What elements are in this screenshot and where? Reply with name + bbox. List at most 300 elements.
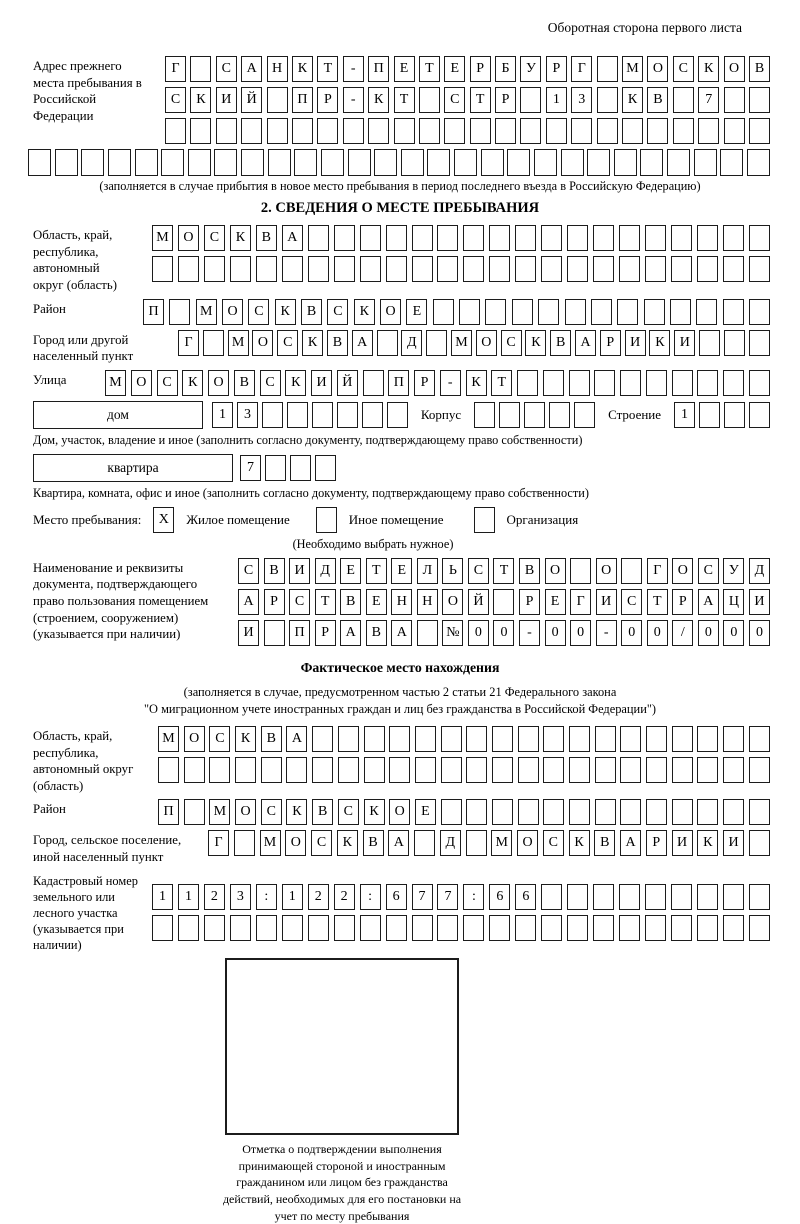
char-cell[interactable] bbox=[723, 225, 744, 251]
char-cell[interactable] bbox=[672, 799, 693, 825]
char-cell[interactable] bbox=[441, 757, 462, 783]
char-cell[interactable]: А bbox=[340, 620, 361, 646]
char-cell[interactable] bbox=[427, 149, 450, 176]
char-cell[interactable]: Б bbox=[495, 56, 516, 82]
char-cell[interactable]: В bbox=[264, 558, 285, 584]
char-cell[interactable]: С bbox=[621, 589, 642, 615]
char-cell[interactable] bbox=[749, 830, 770, 856]
char-cell[interactable] bbox=[463, 256, 484, 282]
char-cell[interactable]: Т bbox=[491, 370, 512, 396]
char-cell[interactable]: М bbox=[622, 56, 643, 82]
char-cell[interactable] bbox=[724, 87, 745, 113]
char-cell[interactable] bbox=[360, 256, 381, 282]
char-cell[interactable] bbox=[724, 402, 745, 428]
char-cell[interactable] bbox=[673, 87, 694, 113]
char-cell[interactable]: В bbox=[749, 56, 770, 82]
char-cell[interactable] bbox=[645, 225, 666, 251]
char-cell[interactable]: О bbox=[285, 830, 306, 856]
char-cell[interactable] bbox=[541, 915, 562, 941]
char-cell[interactable]: К bbox=[622, 87, 643, 113]
char-cell[interactable] bbox=[230, 915, 251, 941]
char-cell[interactable]: С bbox=[444, 87, 465, 113]
char-cell[interactable]: К bbox=[285, 370, 306, 396]
char-cell[interactable] bbox=[466, 757, 487, 783]
char-cell[interactable] bbox=[362, 402, 383, 428]
char-cell[interactable] bbox=[412, 225, 433, 251]
char-cell[interactable] bbox=[538, 299, 559, 325]
char-cell[interactable]: 0 bbox=[647, 620, 668, 646]
char-cell[interactable]: О bbox=[131, 370, 152, 396]
char-cell[interactable]: Е bbox=[545, 589, 566, 615]
char-cell[interactable] bbox=[368, 118, 389, 144]
char-cell[interactable]: О bbox=[252, 330, 273, 356]
char-cell[interactable]: У bbox=[723, 558, 744, 584]
char-cell[interactable]: Г bbox=[178, 330, 199, 356]
char-cell[interactable]: Н bbox=[391, 589, 412, 615]
char-cell[interactable] bbox=[723, 799, 744, 825]
char-cell[interactable] bbox=[287, 402, 308, 428]
char-cell[interactable]: 0 bbox=[621, 620, 642, 646]
char-cell[interactable]: Р bbox=[315, 620, 336, 646]
char-cell[interactable] bbox=[749, 757, 770, 783]
char-cell[interactable]: О bbox=[672, 558, 693, 584]
char-cell[interactable] bbox=[617, 299, 638, 325]
char-cell[interactable] bbox=[334, 915, 355, 941]
char-cell[interactable] bbox=[454, 149, 477, 176]
char-cell[interactable] bbox=[593, 256, 614, 282]
char-cell[interactable] bbox=[261, 757, 282, 783]
organization-checkbox[interactable] bbox=[474, 507, 495, 533]
char-cell[interactable] bbox=[622, 118, 643, 144]
char-cell[interactable] bbox=[723, 299, 744, 325]
char-cell[interactable] bbox=[645, 915, 666, 941]
char-cell[interactable] bbox=[645, 256, 666, 282]
char-cell[interactable] bbox=[699, 402, 720, 428]
char-cell[interactable]: 0 bbox=[749, 620, 770, 646]
char-cell[interactable] bbox=[571, 118, 592, 144]
char-cell[interactable] bbox=[672, 370, 693, 396]
char-cell[interactable] bbox=[334, 225, 355, 251]
char-cell[interactable] bbox=[360, 225, 381, 251]
char-cell[interactable]: М bbox=[209, 799, 230, 825]
char-cell[interactable] bbox=[190, 118, 211, 144]
char-cell[interactable]: В bbox=[340, 589, 361, 615]
char-cell[interactable]: О bbox=[208, 370, 229, 396]
char-cell[interactable] bbox=[204, 256, 225, 282]
char-cell[interactable]: К bbox=[230, 225, 251, 251]
char-cell[interactable] bbox=[749, 799, 770, 825]
char-cell[interactable] bbox=[374, 149, 397, 176]
char-cell[interactable] bbox=[188, 149, 211, 176]
char-cell[interactable] bbox=[720, 149, 743, 176]
char-cell[interactable]: К bbox=[182, 370, 203, 396]
char-cell[interactable] bbox=[645, 884, 666, 910]
char-cell[interactable]: У bbox=[520, 56, 541, 82]
char-cell[interactable]: К bbox=[275, 299, 296, 325]
char-cell[interactable] bbox=[466, 799, 487, 825]
char-cell[interactable] bbox=[463, 915, 484, 941]
char-cell[interactable]: С bbox=[673, 56, 694, 82]
char-cell[interactable]: К bbox=[368, 87, 389, 113]
char-cell[interactable] bbox=[337, 402, 358, 428]
char-cell[interactable] bbox=[81, 149, 104, 176]
char-cell[interactable] bbox=[470, 118, 491, 144]
char-cell[interactable]: К bbox=[698, 56, 719, 82]
char-cell[interactable] bbox=[619, 884, 640, 910]
char-cell[interactable] bbox=[184, 799, 205, 825]
char-cell[interactable] bbox=[593, 884, 614, 910]
char-cell[interactable] bbox=[520, 87, 541, 113]
char-cell[interactable] bbox=[426, 330, 447, 356]
char-cell[interactable]: : bbox=[256, 884, 277, 910]
char-cell[interactable] bbox=[394, 118, 415, 144]
char-cell[interactable]: 3 bbox=[571, 87, 592, 113]
char-cell[interactable] bbox=[321, 149, 344, 176]
char-cell[interactable] bbox=[670, 299, 691, 325]
char-cell[interactable] bbox=[489, 915, 510, 941]
char-cell[interactable] bbox=[749, 330, 770, 356]
char-cell[interactable]: П bbox=[158, 799, 179, 825]
char-cell[interactable] bbox=[360, 915, 381, 941]
char-cell[interactable]: Т bbox=[493, 558, 514, 584]
char-cell[interactable] bbox=[386, 225, 407, 251]
char-cell[interactable] bbox=[441, 799, 462, 825]
char-cell[interactable]: Т bbox=[315, 589, 336, 615]
char-cell[interactable]: К bbox=[466, 370, 487, 396]
char-cell[interactable]: Е bbox=[366, 589, 387, 615]
char-cell[interactable]: 0 bbox=[698, 620, 719, 646]
char-cell[interactable] bbox=[723, 256, 744, 282]
char-cell[interactable]: Й bbox=[241, 87, 262, 113]
char-cell[interactable] bbox=[165, 118, 186, 144]
char-cell[interactable] bbox=[512, 299, 533, 325]
char-cell[interactable] bbox=[620, 757, 641, 783]
char-cell[interactable]: Е bbox=[406, 299, 427, 325]
char-cell[interactable]: А bbox=[286, 726, 307, 752]
char-cell[interactable]: О bbox=[545, 558, 566, 584]
char-cell[interactable] bbox=[541, 884, 562, 910]
char-cell[interactable] bbox=[282, 256, 303, 282]
char-cell[interactable]: С bbox=[157, 370, 178, 396]
char-cell[interactable] bbox=[524, 402, 545, 428]
char-cell[interactable]: О bbox=[724, 56, 745, 82]
char-cell[interactable] bbox=[749, 884, 770, 910]
char-cell[interactable] bbox=[152, 915, 173, 941]
char-cell[interactable]: К bbox=[697, 830, 718, 856]
char-cell[interactable] bbox=[640, 149, 663, 176]
char-cell[interactable]: К bbox=[292, 56, 313, 82]
char-cell[interactable]: В bbox=[366, 620, 387, 646]
char-cell[interactable]: Е bbox=[415, 799, 436, 825]
char-cell[interactable] bbox=[262, 402, 283, 428]
char-cell[interactable]: К bbox=[569, 830, 590, 856]
char-cell[interactable]: Т bbox=[419, 56, 440, 82]
char-cell[interactable]: М bbox=[491, 830, 512, 856]
char-cell[interactable]: Г bbox=[208, 830, 229, 856]
char-cell[interactable] bbox=[493, 589, 514, 615]
char-cell[interactable]: / bbox=[672, 620, 693, 646]
char-cell[interactable]: 0 bbox=[545, 620, 566, 646]
char-cell[interactable] bbox=[749, 370, 770, 396]
char-cell[interactable] bbox=[312, 726, 333, 752]
char-cell[interactable]: П bbox=[368, 56, 389, 82]
char-cell[interactable] bbox=[595, 799, 616, 825]
char-cell[interactable] bbox=[414, 830, 435, 856]
char-cell[interactable] bbox=[646, 799, 667, 825]
char-cell[interactable]: № bbox=[442, 620, 463, 646]
char-cell[interactable] bbox=[481, 149, 504, 176]
char-cell[interactable] bbox=[348, 149, 371, 176]
char-cell[interactable]: Ь bbox=[442, 558, 463, 584]
char-cell[interactable]: 1 bbox=[546, 87, 567, 113]
char-cell[interactable] bbox=[549, 402, 570, 428]
char-cell[interactable]: О bbox=[235, 799, 256, 825]
char-cell[interactable] bbox=[433, 299, 454, 325]
char-cell[interactable]: 2 bbox=[308, 884, 329, 910]
char-cell[interactable]: Р bbox=[519, 589, 540, 615]
char-cell[interactable]: 2 bbox=[334, 884, 355, 910]
char-cell[interactable] bbox=[417, 620, 438, 646]
char-cell[interactable]: 6 bbox=[515, 884, 536, 910]
char-cell[interactable] bbox=[672, 757, 693, 783]
char-cell[interactable] bbox=[338, 726, 359, 752]
char-cell[interactable] bbox=[308, 225, 329, 251]
char-cell[interactable]: Г bbox=[570, 589, 591, 615]
char-cell[interactable] bbox=[534, 149, 557, 176]
char-cell[interactable]: В bbox=[312, 799, 333, 825]
char-cell[interactable]: Т bbox=[470, 87, 491, 113]
char-cell[interactable] bbox=[614, 149, 637, 176]
char-cell[interactable]: Д bbox=[401, 330, 422, 356]
other-premises-checkbox[interactable] bbox=[316, 507, 337, 533]
char-cell[interactable]: Г bbox=[647, 558, 668, 584]
char-cell[interactable] bbox=[492, 757, 513, 783]
char-cell[interactable] bbox=[55, 149, 78, 176]
char-cell[interactable]: Ц bbox=[723, 589, 744, 615]
char-cell[interactable]: Е bbox=[340, 558, 361, 584]
char-cell[interactable]: О bbox=[517, 830, 538, 856]
char-cell[interactable]: И bbox=[625, 330, 646, 356]
char-cell[interactable]: Г bbox=[165, 56, 186, 82]
char-cell[interactable] bbox=[543, 370, 564, 396]
char-cell[interactable]: И bbox=[723, 830, 744, 856]
char-cell[interactable] bbox=[567, 884, 588, 910]
char-cell[interactable]: В bbox=[234, 370, 255, 396]
char-cell[interactable]: О bbox=[178, 225, 199, 251]
char-cell[interactable] bbox=[697, 726, 718, 752]
char-cell[interactable] bbox=[386, 256, 407, 282]
char-cell[interactable]: - bbox=[519, 620, 540, 646]
char-cell[interactable]: К bbox=[235, 726, 256, 752]
char-cell[interactable]: П bbox=[143, 299, 164, 325]
char-cell[interactable] bbox=[387, 402, 408, 428]
char-cell[interactable]: И bbox=[749, 589, 770, 615]
char-cell[interactable] bbox=[364, 726, 385, 752]
char-cell[interactable] bbox=[724, 118, 745, 144]
char-cell[interactable] bbox=[696, 299, 717, 325]
char-cell[interactable] bbox=[492, 726, 513, 752]
char-cell[interactable] bbox=[317, 118, 338, 144]
char-cell[interactable] bbox=[593, 915, 614, 941]
char-cell[interactable]: О bbox=[442, 589, 463, 615]
char-cell[interactable]: Р bbox=[546, 56, 567, 82]
char-cell[interactable] bbox=[152, 256, 173, 282]
char-cell[interactable] bbox=[184, 757, 205, 783]
char-cell[interactable]: В bbox=[261, 726, 282, 752]
char-cell[interactable] bbox=[667, 149, 690, 176]
char-cell[interactable]: С bbox=[698, 558, 719, 584]
char-cell[interactable] bbox=[749, 915, 770, 941]
char-cell[interactable] bbox=[699, 330, 720, 356]
char-cell[interactable]: В bbox=[594, 830, 615, 856]
char-cell[interactable] bbox=[671, 884, 692, 910]
char-cell[interactable]: Д bbox=[315, 558, 336, 584]
char-cell[interactable] bbox=[308, 915, 329, 941]
char-cell[interactable]: А bbox=[698, 589, 719, 615]
char-cell[interactable] bbox=[723, 915, 744, 941]
char-cell[interactable] bbox=[567, 225, 588, 251]
char-cell[interactable]: С bbox=[260, 370, 281, 396]
char-cell[interactable]: К bbox=[525, 330, 546, 356]
char-cell[interactable]: С bbox=[277, 330, 298, 356]
char-cell[interactable] bbox=[619, 915, 640, 941]
char-cell[interactable] bbox=[241, 118, 262, 144]
char-cell[interactable] bbox=[312, 757, 333, 783]
char-cell[interactable]: Т bbox=[317, 56, 338, 82]
char-cell[interactable]: С bbox=[501, 330, 522, 356]
char-cell[interactable]: 3 bbox=[237, 402, 258, 428]
char-cell[interactable] bbox=[621, 558, 642, 584]
char-cell[interactable] bbox=[190, 56, 211, 82]
char-cell[interactable] bbox=[264, 620, 285, 646]
char-cell[interactable] bbox=[28, 149, 51, 176]
char-cell[interactable] bbox=[234, 830, 255, 856]
char-cell[interactable] bbox=[363, 370, 384, 396]
char-cell[interactable]: Р bbox=[672, 589, 693, 615]
char-cell[interactable]: 7 bbox=[240, 455, 261, 481]
char-cell[interactable] bbox=[230, 256, 251, 282]
char-cell[interactable] bbox=[437, 256, 458, 282]
char-cell[interactable] bbox=[569, 370, 590, 396]
char-cell[interactable] bbox=[267, 87, 288, 113]
char-cell[interactable]: И bbox=[672, 830, 693, 856]
char-cell[interactable] bbox=[569, 726, 590, 752]
char-cell[interactable] bbox=[485, 299, 506, 325]
char-cell[interactable] bbox=[518, 757, 539, 783]
char-cell[interactable]: 7 bbox=[412, 884, 433, 910]
char-cell[interactable]: И bbox=[238, 620, 259, 646]
char-cell[interactable] bbox=[644, 299, 665, 325]
char-cell[interactable] bbox=[256, 915, 277, 941]
char-cell[interactable]: П bbox=[388, 370, 409, 396]
char-cell[interactable]: А bbox=[388, 830, 409, 856]
char-cell[interactable] bbox=[697, 225, 718, 251]
char-cell[interactable] bbox=[459, 299, 480, 325]
char-cell[interactable] bbox=[437, 915, 458, 941]
confirmation-stamp-box[interactable] bbox=[225, 958, 459, 1135]
char-cell[interactable]: Г bbox=[571, 56, 592, 82]
char-cell[interactable]: А bbox=[620, 830, 641, 856]
char-cell[interactable] bbox=[749, 256, 770, 282]
char-cell[interactable]: : bbox=[360, 884, 381, 910]
char-cell[interactable]: М bbox=[228, 330, 249, 356]
char-cell[interactable]: А bbox=[352, 330, 373, 356]
char-cell[interactable]: К bbox=[190, 87, 211, 113]
char-cell[interactable]: А bbox=[282, 225, 303, 251]
char-cell[interactable]: М bbox=[105, 370, 126, 396]
char-cell[interactable] bbox=[489, 256, 510, 282]
char-cell[interactable]: В bbox=[550, 330, 571, 356]
char-cell[interactable] bbox=[593, 225, 614, 251]
char-cell[interactable]: 1 bbox=[178, 884, 199, 910]
char-cell[interactable] bbox=[591, 299, 612, 325]
char-cell[interactable]: 0 bbox=[723, 620, 744, 646]
char-cell[interactable] bbox=[401, 149, 424, 176]
char-cell[interactable] bbox=[697, 256, 718, 282]
char-cell[interactable]: Т bbox=[647, 589, 668, 615]
char-cell[interactable]: Р bbox=[646, 830, 667, 856]
char-cell[interactable]: - bbox=[343, 56, 364, 82]
char-cell[interactable] bbox=[169, 299, 190, 325]
char-cell[interactable]: Р bbox=[600, 330, 621, 356]
char-cell[interactable] bbox=[698, 118, 719, 144]
char-cell[interactable]: Е bbox=[444, 56, 465, 82]
char-cell[interactable]: : bbox=[463, 884, 484, 910]
char-cell[interactable] bbox=[619, 225, 640, 251]
char-cell[interactable]: К bbox=[364, 799, 385, 825]
char-cell[interactable]: В bbox=[647, 87, 668, 113]
char-cell[interactable] bbox=[749, 402, 770, 428]
char-cell[interactable] bbox=[594, 370, 615, 396]
char-cell[interactable]: Р bbox=[317, 87, 338, 113]
char-cell[interactable]: Т bbox=[394, 87, 415, 113]
char-cell[interactable] bbox=[256, 256, 277, 282]
char-cell[interactable] bbox=[565, 299, 586, 325]
char-cell[interactable] bbox=[671, 915, 692, 941]
char-cell[interactable]: С bbox=[338, 799, 359, 825]
char-cell[interactable] bbox=[415, 726, 436, 752]
char-cell[interactable] bbox=[265, 455, 286, 481]
char-cell[interactable] bbox=[203, 330, 224, 356]
char-cell[interactable] bbox=[308, 256, 329, 282]
char-cell[interactable]: М bbox=[158, 726, 179, 752]
char-cell[interactable]: А bbox=[241, 56, 262, 82]
char-cell[interactable] bbox=[441, 726, 462, 752]
char-cell[interactable] bbox=[290, 455, 311, 481]
char-cell[interactable] bbox=[135, 149, 158, 176]
char-cell[interactable] bbox=[178, 256, 199, 282]
char-cell[interactable]: П bbox=[292, 87, 313, 113]
char-cell[interactable]: В bbox=[256, 225, 277, 251]
char-cell[interactable] bbox=[595, 757, 616, 783]
char-cell[interactable] bbox=[466, 726, 487, 752]
char-cell[interactable] bbox=[697, 915, 718, 941]
char-cell[interactable]: С bbox=[468, 558, 489, 584]
char-cell[interactable]: 3 bbox=[230, 884, 251, 910]
char-cell[interactable] bbox=[268, 149, 291, 176]
char-cell[interactable] bbox=[292, 118, 313, 144]
char-cell[interactable] bbox=[267, 118, 288, 144]
char-cell[interactable]: Й bbox=[337, 370, 358, 396]
char-cell[interactable] bbox=[517, 370, 538, 396]
char-cell[interactable] bbox=[412, 915, 433, 941]
char-cell[interactable]: С bbox=[209, 726, 230, 752]
char-cell[interactable] bbox=[515, 256, 536, 282]
char-cell[interactable]: А bbox=[238, 589, 259, 615]
char-cell[interactable]: 0 bbox=[468, 620, 489, 646]
char-cell[interactable] bbox=[158, 757, 179, 783]
char-cell[interactable] bbox=[541, 256, 562, 282]
